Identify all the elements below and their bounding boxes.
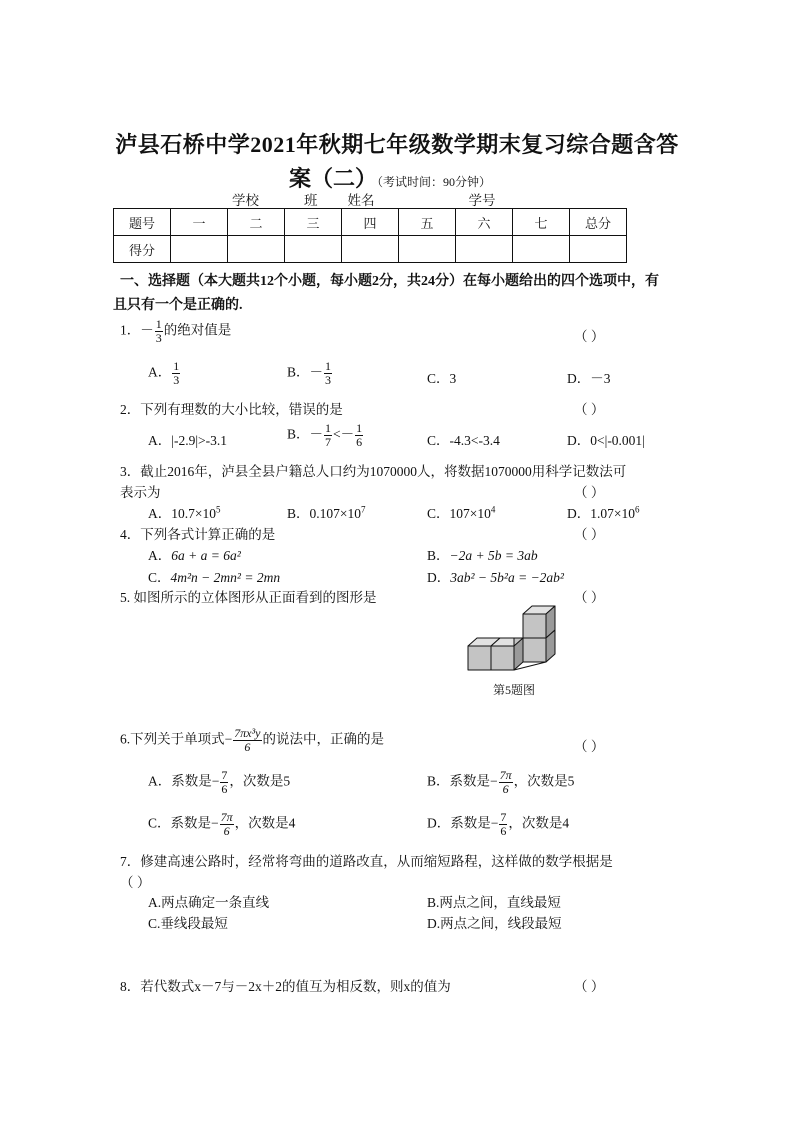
- class-blank[interactable]: [259, 194, 304, 209]
- numerator: 7π: [220, 810, 233, 824]
- answer-paren[interactable]: （ ）: [574, 485, 605, 500]
- q7-option-c[interactable]: C.垂线段最短: [148, 916, 228, 931]
- answer-paren[interactable]: （ ）: [574, 590, 605, 605]
- question-1-stem: [120, 318, 231, 345]
- q7-option-b[interactable]: B.两点之间，直线最短: [427, 895, 561, 910]
- exponent: 6: [635, 504, 640, 515]
- question-2-stem: 2．下列有理数的大小比较，错误的是: [120, 402, 343, 417]
- option-text: ，次数是4: [508, 815, 570, 831]
- q3-option-d[interactable]: [567, 502, 640, 522]
- q6-option-b[interactable]: [427, 769, 574, 796]
- answer-paren[interactable]: （ ）: [574, 527, 605, 542]
- q3-option-c[interactable]: [427, 502, 495, 522]
- question-number: 1．: [120, 322, 141, 338]
- option-label: B．系数是−: [427, 773, 498, 789]
- q2-option-a[interactable]: A．|-2.9|>-3.1: [148, 433, 228, 448]
- option-label: C．: [148, 570, 171, 585]
- expression: 3ab² − 5b²a = −2ab²: [450, 570, 564, 585]
- score-cell[interactable]: [399, 236, 456, 263]
- answer-paren[interactable]: （ ）: [120, 875, 151, 890]
- q2-option-c[interactable]: C．-4.3<-3.4: [427, 433, 500, 448]
- numerator: 7: [221, 768, 228, 782]
- q3-option-b[interactable]: [287, 502, 366, 522]
- school-blank[interactable]: [152, 194, 232, 209]
- numerator: 1: [356, 421, 363, 435]
- score-table-score-row: [114, 236, 627, 263]
- q3-option-a[interactable]: [148, 502, 221, 522]
- option-text: B．0.107×10: [287, 506, 361, 521]
- section1-heading: 一、选择题（本大题共12个小题，每小题2分，共24分）在每小题给出的四个选项中，有: [120, 274, 659, 289]
- denominator: 3: [173, 373, 180, 387]
- question-7-stem: 7．修建高速公路时，经常将弯曲的道路改直，从而缩短路程，这样做的数学根据是: [120, 854, 613, 869]
- question-6-stem: [120, 727, 384, 754]
- q6-option-a[interactable]: [148, 769, 290, 796]
- denominator: 3: [325, 373, 332, 387]
- score-header-cell: 二: [228, 209, 285, 236]
- q7-option-d[interactable]: D.两点之间，线段最短: [427, 916, 562, 931]
- option-text: A．10.7×10: [148, 506, 216, 521]
- minus-sign: −: [224, 731, 233, 747]
- school-label: 学校: [232, 193, 259, 208]
- denominator: 6: [221, 782, 228, 796]
- answer-paren[interactable]: （ ）: [574, 979, 605, 994]
- score-header-cell: 一: [171, 209, 228, 236]
- fraction: [233, 727, 261, 754]
- fraction: [324, 422, 332, 449]
- exponent: 4: [490, 504, 496, 515]
- option-label: B．－: [287, 426, 324, 442]
- option-label: C．系数是−: [148, 815, 219, 831]
- fraction: [220, 769, 228, 796]
- expression: 6a + a = 6a²: [171, 548, 241, 563]
- denominator: 6: [500, 824, 507, 838]
- score-cell[interactable]: [513, 236, 570, 263]
- question-text: 的说法中，正确的是: [262, 731, 385, 747]
- q6-option-d[interactable]: [427, 811, 569, 838]
- option-label: B．: [427, 548, 450, 563]
- option-label: A．: [148, 548, 172, 563]
- q1-option-b[interactable]: [287, 360, 333, 387]
- score-header-cell: 题号: [114, 209, 171, 236]
- score-cell[interactable]: [456, 236, 513, 263]
- numerator: 1: [325, 421, 332, 435]
- option-label: A．: [148, 364, 172, 380]
- q2-option-b[interactable]: [287, 422, 364, 449]
- fraction: [324, 360, 332, 387]
- title-line2: 案（二）: [289, 166, 378, 191]
- score-cell[interactable]: [342, 236, 399, 263]
- fraction: [172, 360, 180, 387]
- number-blank[interactable]: [496, 194, 570, 209]
- name-blank[interactable]: [375, 194, 469, 209]
- q4-option-d[interactable]: [427, 566, 564, 586]
- student-info-line: [152, 189, 570, 209]
- numerator: 7: [500, 810, 507, 824]
- answer-paren[interactable]: （ ）: [574, 739, 605, 754]
- score-header-cell: 五: [399, 209, 456, 236]
- q1-option-d[interactable]: D．－3: [567, 371, 611, 386]
- exam-time-note: （考试时间：90分钟）: [377, 175, 492, 189]
- option-label: A．系数是−: [148, 773, 220, 789]
- denominator: 6: [502, 782, 509, 796]
- question-3-stem: 3．截止2016年，泸县全县户籍总人口约为1070000人，将数据1070000用科学记数法可: [120, 464, 627, 479]
- fraction: [499, 811, 507, 838]
- score-cell[interactable]: [570, 236, 627, 263]
- score-cell[interactable]: [171, 236, 228, 263]
- score-table: [113, 208, 627, 263]
- score-cell[interactable]: [228, 236, 285, 263]
- expression: 4m²n − 2mn² = 2mn: [170, 570, 281, 585]
- less-than-sign: <－: [333, 426, 355, 442]
- fraction: [155, 318, 163, 345]
- option-label: D．系数是−: [427, 815, 499, 831]
- q4-option-c[interactable]: [148, 566, 280, 586]
- numerator: 1: [155, 317, 162, 331]
- expression: −2a + 5b = 3ab: [449, 548, 538, 563]
- score-header-cell: 四: [342, 209, 399, 236]
- score-table-header-row: [114, 209, 627, 236]
- option-text: C．107×10: [427, 506, 491, 521]
- exponent: 5: [216, 504, 221, 515]
- cube-front-face: [468, 646, 491, 670]
- minus-sign: －: [140, 322, 154, 338]
- fraction: [220, 811, 234, 838]
- question-text: 6.下列关于单项式: [120, 731, 225, 747]
- numerator: 7π: [499, 768, 512, 782]
- question-8-stem: 8．若代数式x－7与－2x＋2的值互为相反数，则x的值为: [120, 979, 451, 994]
- cube-front-face: [491, 646, 514, 670]
- score-header-cell: 三: [285, 209, 342, 236]
- denominator: 6: [223, 824, 230, 838]
- question-3-stem-cont: 表示为: [120, 485, 161, 500]
- denominator: 3: [155, 331, 162, 345]
- q1-option-c[interactable]: C．3: [427, 371, 457, 386]
- q6-option-c[interactable]: [148, 811, 295, 838]
- number-label: 学号: [468, 193, 496, 208]
- figure-caption: 第5题图: [493, 683, 536, 697]
- q4-option-a[interactable]: [148, 544, 241, 564]
- cube-figure: [462, 600, 562, 678]
- fraction: [499, 769, 513, 796]
- q7-option-a[interactable]: A.两点确定一条直线: [148, 895, 270, 910]
- option-text: D．1.07×10: [567, 506, 635, 521]
- option-label: D．: [427, 570, 451, 585]
- fraction: [355, 422, 363, 449]
- numerator: 1: [173, 359, 180, 373]
- numerator: 7πx³y: [234, 726, 261, 740]
- name-label: 姓名: [347, 193, 375, 208]
- q2-option-d[interactable]: D．0<|-0.001|: [567, 433, 645, 448]
- option-label: B．－: [287, 364, 324, 380]
- score-header-cell: 总分: [570, 209, 627, 236]
- answer-paren[interactable]: （ ）: [574, 329, 605, 344]
- q1-option-a[interactable]: [148, 360, 181, 387]
- exponent: 7: [361, 504, 366, 515]
- option-text: ，次数是5: [513, 773, 575, 789]
- option-text: ，次数是4: [234, 815, 296, 831]
- class-label: 班: [304, 193, 318, 208]
- score-header-cell: 七: [513, 209, 570, 236]
- question-4-stem: 4．下列各式计算正确的是: [120, 527, 276, 542]
- option-text: ，次数是5: [229, 773, 291, 789]
- section1-heading-cont: 且只有一个是正确的.: [113, 298, 243, 313]
- question-text: 的绝对值是: [163, 322, 232, 338]
- q4-option-b[interactable]: [427, 544, 538, 564]
- score-cell[interactable]: [285, 236, 342, 263]
- question-5-stem: 5. 如图所示的立体图形从正面看到的图形是: [120, 590, 377, 605]
- answer-paren[interactable]: （ ）: [574, 402, 605, 417]
- page-title: 泸县石桥中学2021年秋期七年级数学期末复习综合题含答: [115, 132, 679, 157]
- denominator: 6: [244, 740, 251, 754]
- denominator: 7: [325, 435, 332, 449]
- score-header-cell: 六: [456, 209, 513, 236]
- denominator: 6: [356, 435, 363, 449]
- cube-front-face: [523, 614, 546, 638]
- numerator: 1: [325, 359, 332, 373]
- score-row-label: 得分: [114, 236, 171, 263]
